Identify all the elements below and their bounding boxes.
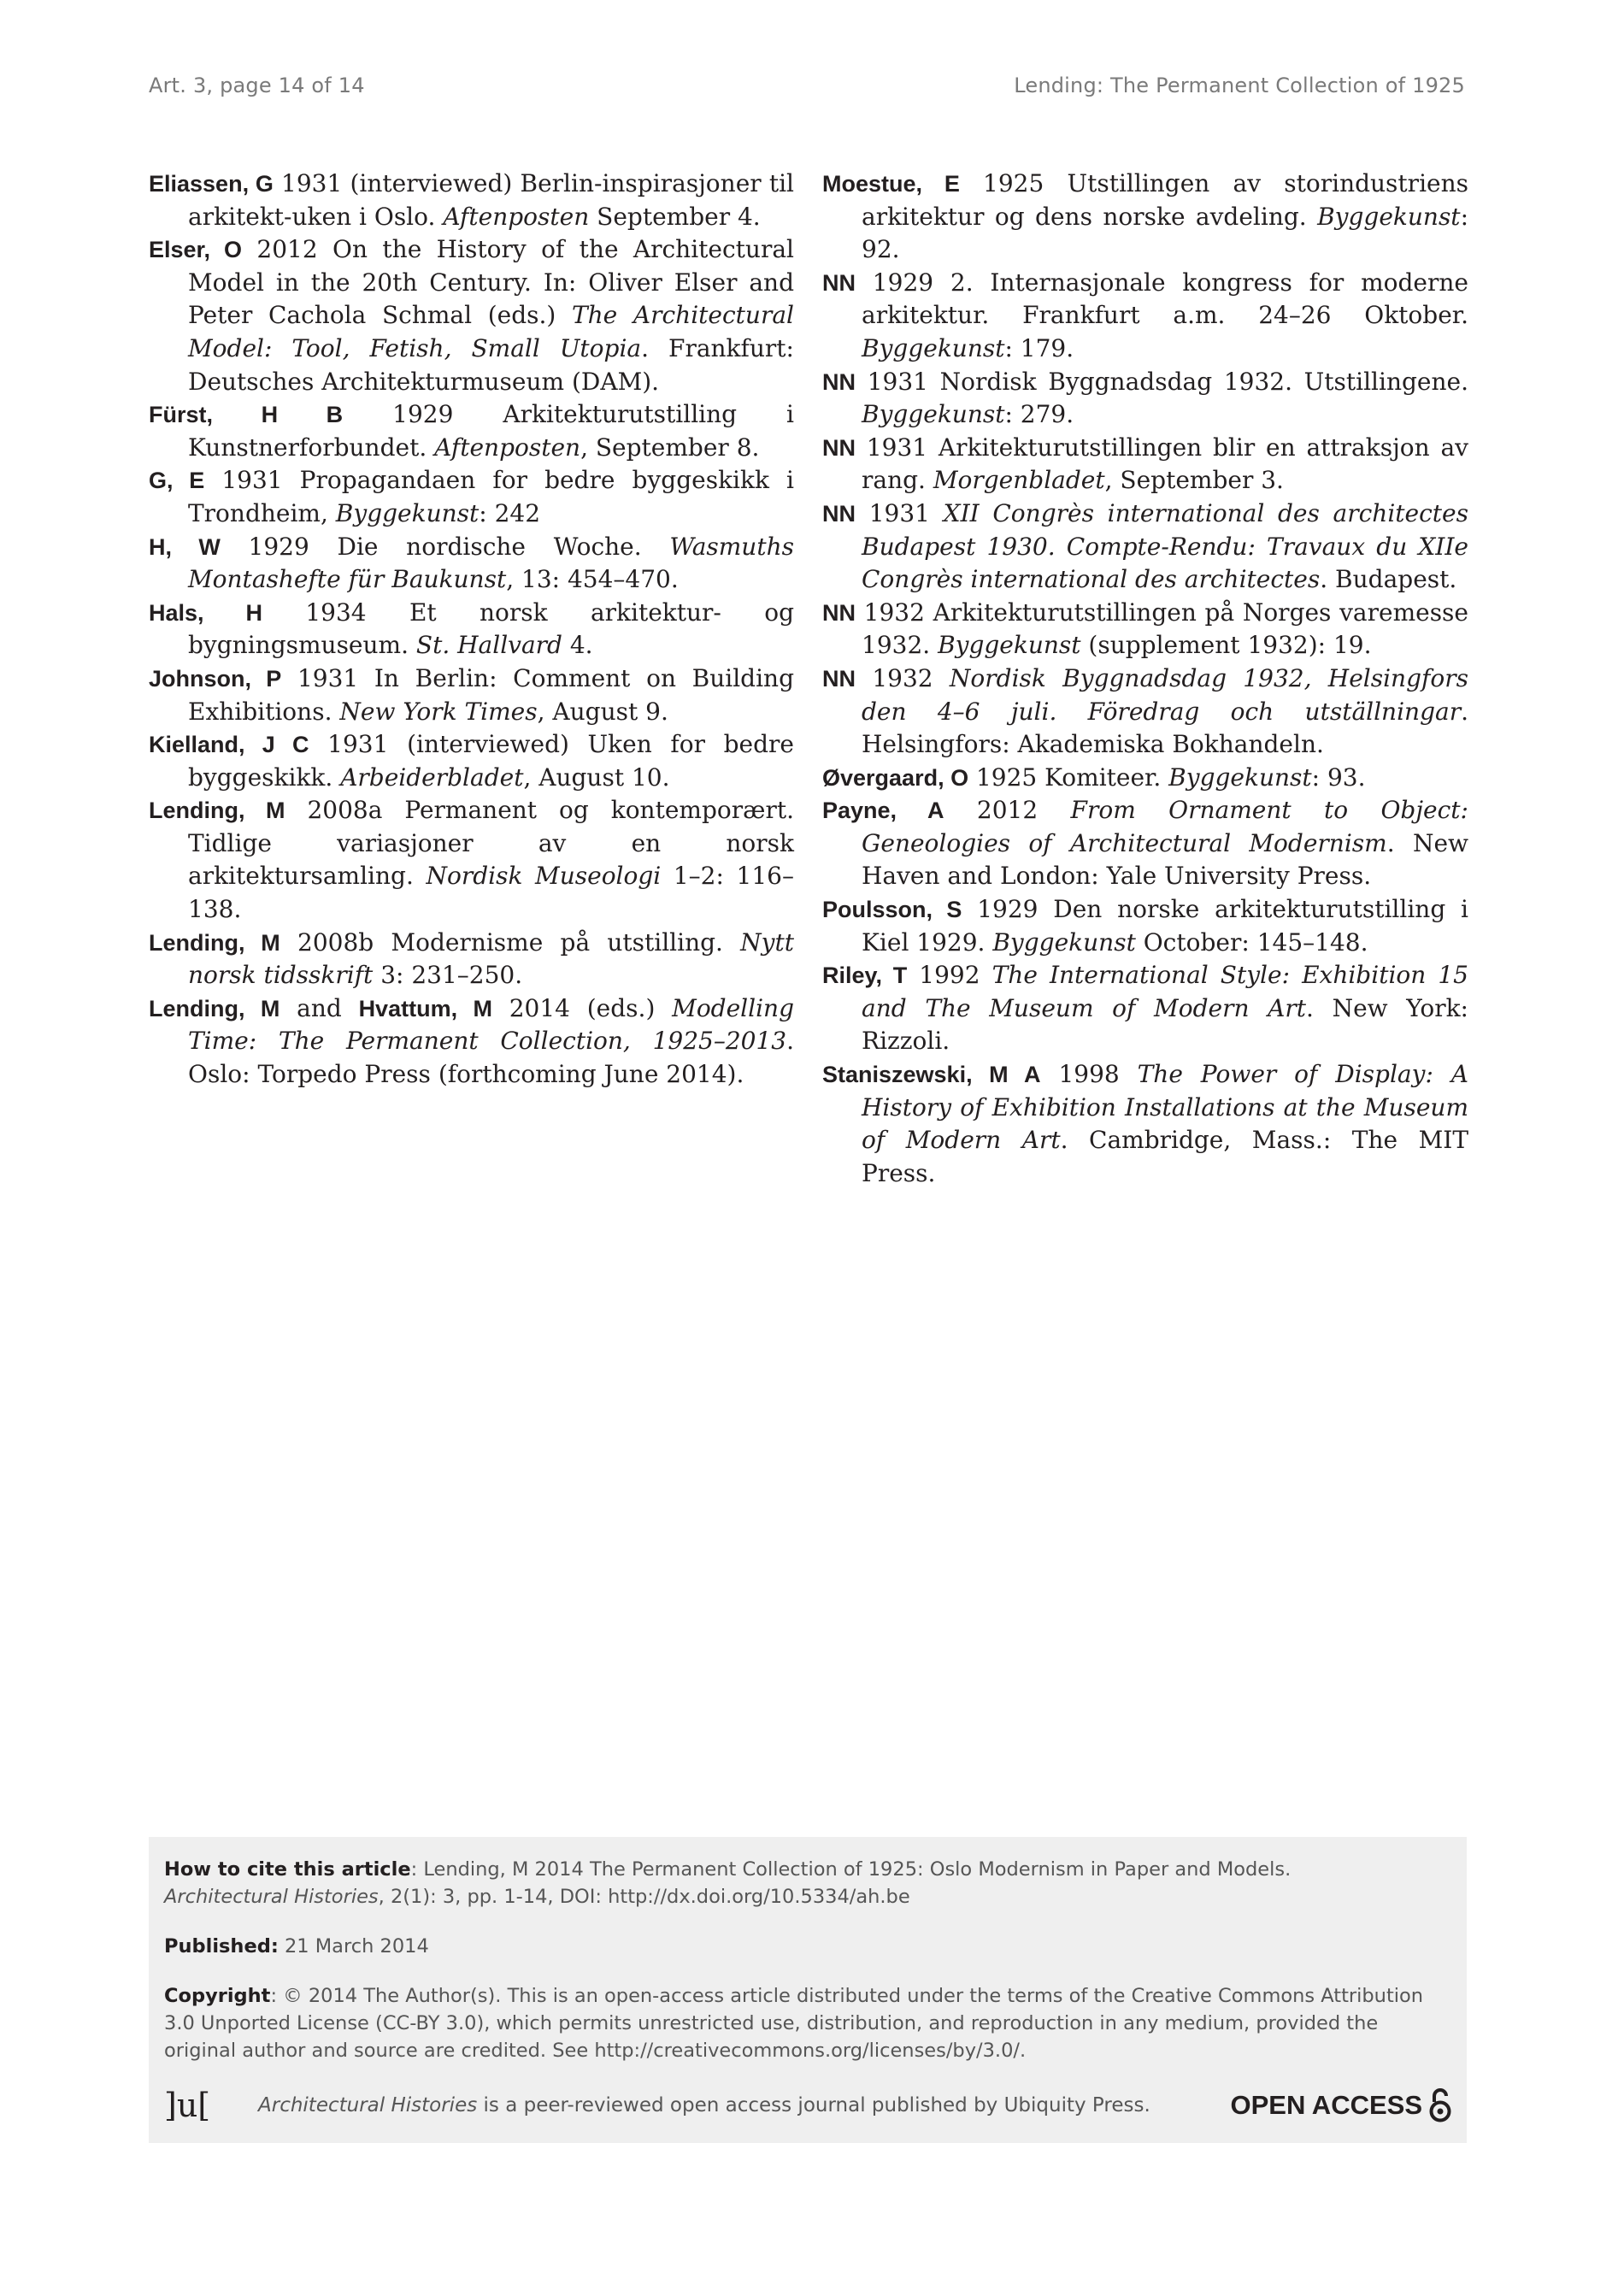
reference-entry [822, 893, 1468, 959]
reference-entry [149, 927, 794, 992]
reference-entry [149, 662, 794, 728]
reference-text: 1925 Komiteer. Byggekunst: 93. [968, 762, 1366, 792]
reference-text: 1929 Den norske arkitekturutstilling i Kiel 1929. Byggekunst October: 145–148. [862, 895, 1468, 957]
reference-text: 1931 (interviewed) Uken for bedre byggeskikk. Arbeiderbladet, August 10. [188, 730, 794, 792]
references-column-left [149, 168, 794, 1092]
reference-entry [822, 662, 1468, 762]
reference-author: Fürst, H B [149, 402, 344, 428]
reference-entry [822, 366, 1468, 432]
reference-text: 1931 Propagandaen for bedre byggeskikk i Trondheim, Byggekunst: 242 [188, 466, 794, 527]
reference-author: Øvergaard, O [822, 764, 969, 791]
publisher-footer [164, 2088, 1451, 2122]
open-lock-icon [1429, 2088, 1451, 2122]
how-to-cite-label: How to cite this article [164, 1858, 411, 1881]
reference-text: 1931 XII Congrès international des architectes Budapest 1930. Compte-Rendu: Travaux du XIIe Congrès international des architectes. Budapest. [856, 498, 1468, 594]
running-head [149, 74, 1465, 97]
reference-entry [822, 794, 1468, 893]
reference-text: 1992 The International Style: Exhibition 15 and The Museum of Modern Art. New York: Rizzoli. [862, 961, 1468, 1056]
copyright-text: : © 2014 The Author(s). This is an open-access article distributed under the terms of the Creative Commons Attribution 3.0 Unported License (CC-BY 3.0), which permits unrestricted use, distribution, and reproduction in any medium, provided the original author and source are credited. See http://creativecommons.org/licenses/by/3.0/. [164, 1985, 1424, 2062]
reference-author: NN [822, 368, 856, 395]
reference-author: Staniszewski, M A [822, 1062, 1041, 1088]
open-access-label: OPEN ACCESS [1230, 2090, 1422, 2120]
reference-text: 2012 From Ornament to Object: Geneologies of Architectural Modernism. New Haven and London: Yale University Press. [862, 796, 1468, 891]
reference-entry [822, 168, 1468, 267]
reference-author: NN [822, 500, 856, 527]
citation-box [149, 1837, 1467, 2143]
reference-author: Lending, M [149, 798, 285, 824]
reference-entry [149, 794, 794, 926]
how-to-cite [164, 1856, 1451, 1910]
copyright [164, 1982, 1451, 2064]
journal-note [258, 2092, 1230, 2119]
reference-text: 2012 On the History of the Architectural Model in the 20th Century. In: Oliver Elser and Peter Cachola Schmal (eds.) The Architectural Model: Tool, Fetish, Small Utopia. Frankfurt: Deutsches Architekturmuseum (DAM). [188, 235, 794, 396]
reference-text: 1931 In Berlin: Comment on Building Exhibitions. New York Times, August 9. [188, 663, 794, 726]
reference-text: 1998 The Power of Display: A History of Exhibition Installations at the Museum of Modern Art. Cambridge, Mass.: The MIT Press. [862, 1060, 1468, 1187]
reference-entry [822, 959, 1468, 1058]
reference-text: 1929 2. Internasjonale kongress for moderne arkitektur. Frankfurt a.m. 24–26 Oktober. Byggekunst: 179. [856, 268, 1468, 362]
reference-entry [149, 398, 794, 464]
running-title: Lending: The Permanent Collection of 1925 [1014, 74, 1465, 97]
published-label: Published: [164, 1935, 279, 1957]
reference-entry [149, 597, 794, 662]
reference-author: Payne, A [822, 798, 944, 824]
reference-author: Elser, O [149, 237, 243, 263]
how-to-cite-text: : Lending, M 2014 The Permanent Collection of 1925: Oslo Modernism in Paper and Models. [410, 1858, 1292, 1881]
reference-text: 1929 Die nordische Woche. Wasmuths Montashefte für Baukunst, 13: 454–470. [188, 532, 794, 594]
reference-entry [822, 432, 1468, 497]
reference-text: 1929 Arkitekturutstilling i Kunstnerforbundet. Aftenposten, September 8. [188, 400, 794, 462]
reference-text: 1931 Arkitekturutstillingen blir en attraksjon av rang. Morgenbladet, September 3. [856, 433, 1468, 495]
reference-author: Hals, H [149, 599, 262, 626]
reference-entry [822, 1058, 1468, 1190]
reference-author: Eliassen, G [149, 171, 274, 197]
journal-note-name: Architectural Histories [258, 2094, 478, 2116]
reference-text: 1932 Arkitekturutstillingen på Norges varemesse 1932. Byggekunst (supplement 1932): 19. [856, 598, 1468, 660]
reference-author: NN [822, 434, 856, 461]
reference-text: 1931 Nordisk Byggnadsdag 1932. Utstillingene. Byggekunst: 279. [856, 367, 1468, 429]
reference-author: H, W [149, 533, 221, 560]
reference-text: 2008b Modernisme på utstilling. Nytt norsk tidsskrift 3: 231–250. [188, 927, 794, 990]
page-number: Art. 3, page 14 of 14 [149, 74, 365, 97]
reference-author: Kielland, J C [149, 732, 309, 758]
reference-entry [822, 497, 1468, 597]
reference-entry [149, 992, 794, 1092]
journal-note-text: is a peer-reviewed open access journal published by Ubiquity Press. [477, 2094, 1150, 2116]
reference-author: Poulsson, S [822, 897, 962, 923]
reference-author: Moestue, E [822, 171, 960, 197]
reference-author: Lending, M [149, 929, 280, 956]
reference-author: Riley, T [822, 963, 908, 989]
reference-author: NN [822, 269, 856, 296]
reference-entry [822, 597, 1468, 662]
reference-entry [149, 531, 794, 597]
reference-entry [149, 168, 794, 233]
reference-author: G, E [149, 468, 205, 494]
copyright-label: Copyright [164, 1985, 271, 2007]
reference-author: NN [822, 665, 856, 692]
reference-author: NN [822, 599, 856, 626]
reference-author: Johnson, P [149, 665, 282, 692]
journal-name: Architectural Histories [164, 1886, 379, 1908]
open-access-badge [1230, 2088, 1451, 2122]
ubiquity-logo: ]u[ [164, 2087, 211, 2124]
how-to-cite-doi[interactable]: , 2(1): 3, pp. 1-14, DOI: http://dx.doi.org/10.5334/ah.be [378, 1886, 910, 1908]
reference-entry [149, 728, 794, 794]
reference-text: 1931 (interviewed) Berlin-inspirasjoner til arkitekt-uken i Oslo. Aftenposten September 4. [188, 169, 794, 231]
reference-author: Lending, M [149, 995, 280, 1021]
reference-text: 1932 Nordisk Byggnadsdag 1932, Helsingfors den 4–6 juli. Föredrag och utställningar. Helsingfors: Akademiska Bokhandeln. [856, 663, 1468, 759]
published [164, 1933, 1451, 1960]
reference-entry [822, 762, 1468, 795]
reference-entry [149, 464, 794, 530]
reference-text: 1925 Utstillingen av storindustriens arkitektur og dens norske avdeling. Byggekunst: 92. [862, 169, 1468, 264]
reference-entry [822, 267, 1468, 366]
published-date: 21 March 2014 [278, 1935, 429, 1957]
reference-text: 1934 Et norsk arkitektur- og bygningsmuseum. St. Hallvard 4. [188, 598, 794, 660]
references-column-right [822, 168, 1468, 1190]
reference-entry [149, 233, 794, 398]
reference-text: and Hvattum, M 2014 (eds.) Modelling Time: The Permanent Collection, 1925–2013. Oslo: Torpedo Press (forthcoming June 2014). [188, 993, 794, 1089]
reference-text: 2008a Permanent og kontemporært. Tidlige variasjoner av en norsk arkitektursamling. Nordisk Museologi 1–2: 116–138. [188, 796, 794, 924]
